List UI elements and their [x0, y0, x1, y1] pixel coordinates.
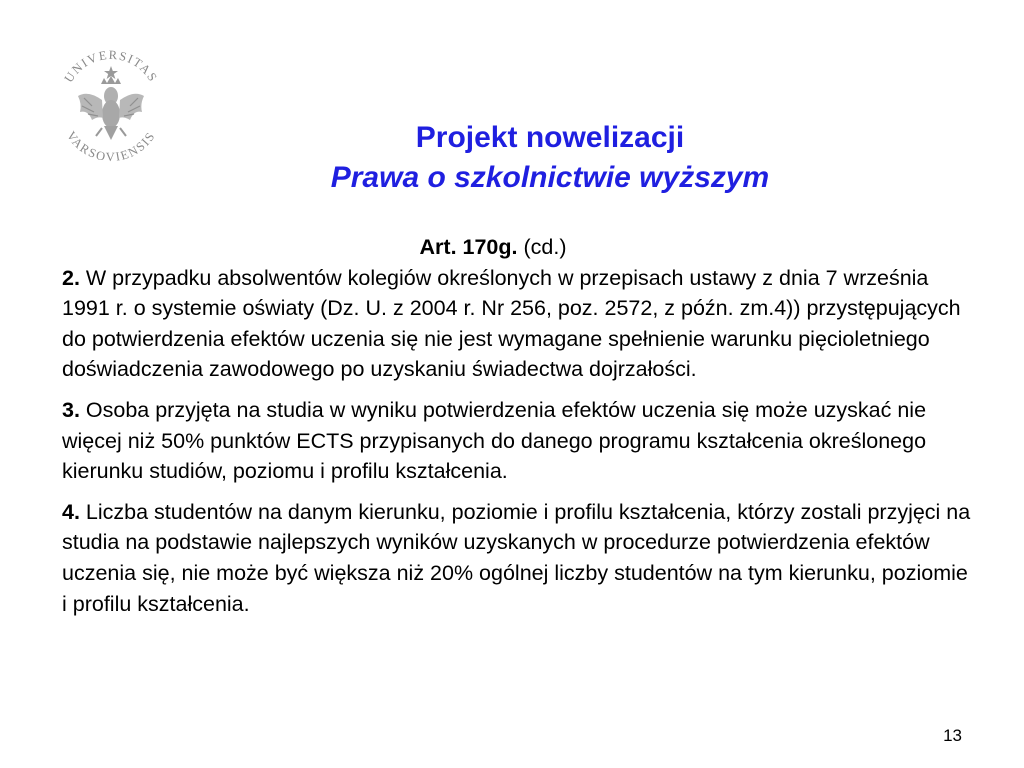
slide-title: [200, 118, 900, 198]
svg-text:VARSOVIENSIS: VARSOVIENSIS: [63, 128, 159, 165]
article-heading: [62, 232, 924, 263]
paragraph-number: 3.: [62, 397, 80, 422]
university-seal-logo: [52, 40, 170, 170]
paragraph-text: Liczba studentów na danym kierunku, poziomie i profilu kształcenia, którzy zostali przyjęci na studia na podstawie najlepszych wyników uzyskanych w procedurze potwierdzenia efektów uczenia się, nie może być większa niż 20% ogólnej liczby studentów na tym kierunku, poziomie i profilu kształcenia.: [62, 499, 971, 616]
paragraph-number: 4.: [62, 499, 80, 524]
article-body: [62, 232, 972, 629]
paragraph-2: [62, 263, 972, 385]
paragraph-4: [62, 497, 972, 619]
page-number: 13: [943, 726, 962, 745]
title-line-1: Projekt nowelizacji: [415, 121, 685, 154]
paragraph-number: 2.: [62, 265, 80, 290]
eagle-seal-icon: [52, 40, 170, 170]
article-label: Art. 170g.: [419, 235, 518, 259]
svg-text:UNIVERSITAS: UNIVERSITAS: [61, 47, 161, 86]
article-suffix: (cd.): [517, 235, 567, 259]
paragraph-text: Osoba przyjęta na studia w wyniku potwierdzenia efektów uczenia się może uzyskać nie więcej niż 50% punktów ECTS przypisanych do danego programu kształcenia określonego kierunku studiów, poziomu i profilu kształcenia.: [62, 397, 927, 484]
paragraph-3: [62, 395, 972, 487]
title-line-2: Prawa o szkolnictwie wyższym: [330, 161, 770, 194]
paragraph-text: W przypadku absolwentów kolegiów określonych w przepisach ustawy z dnia 7 września 1991 r. o systemie oświaty (Dz. U. z 2004 r. Nr 256, poz. 2572, z późn. zm.4)) przystępujących do potwierdzenia efektów uczenia się nie jest wymagane spełnienie warunku pięcioletniego doświadczenia zawodowego po uzyskaniu świadectwa dojrzałości.: [62, 265, 961, 382]
